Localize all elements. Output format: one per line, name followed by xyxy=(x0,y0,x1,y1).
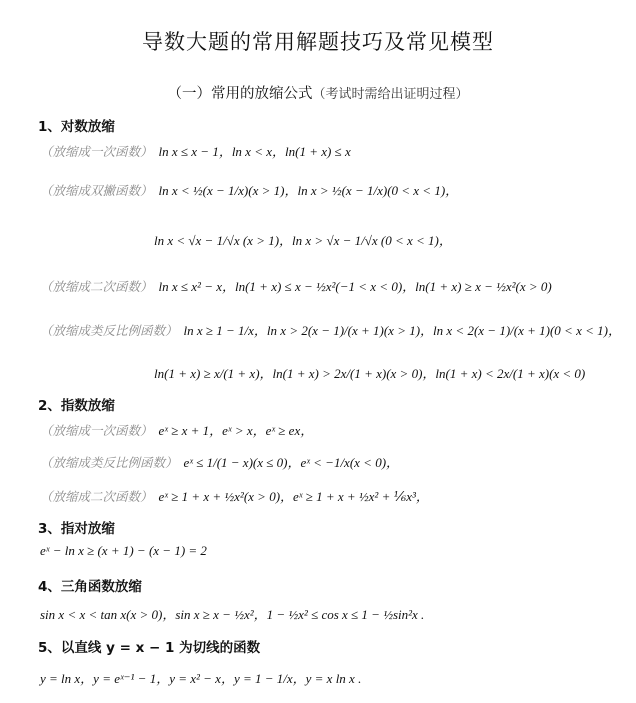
page-title: 导数大题的常用解题技巧及常见模型 xyxy=(142,30,494,54)
formula-row-trig xyxy=(40,604,424,623)
formula-text: sin x < x < tan x(x > 0)，sin x ≥ x − ½x²，1 − ½x² ≤ cos x ≤ 1 − ½sin²x . xyxy=(40,607,425,622)
row-label: （放缩成一次函数） xyxy=(40,143,153,159)
row-label: （放缩成二次函数） xyxy=(40,278,153,294)
formula-text: y = ln x，y = eˣ⁻¹ − 1，y = x² − x，y = 1 − 1/x，y = x ln x . xyxy=(40,671,362,686)
formula-text: ln x ≤ x − 1，ln x < x，ln(1 + x) ≤ x xyxy=(158,144,351,159)
row-label: （放缩成双撇函数） xyxy=(40,182,153,198)
subtitle-note: （考试时需给出证明过程） xyxy=(312,87,469,102)
formula-text: ln x < √x − 1/√x (x > 1)，ln x > √x − 1/√x (0 < x < 1)， xyxy=(154,233,452,248)
formula-text: ln(1 + x) ≥ x/(1 + x)，ln(1 + x) > 2x/(1 + x)(x > 0)，ln(1 + x) < 2x/(1 + x)(x < 0) xyxy=(154,366,586,381)
formula-row-log-reciprocal xyxy=(40,320,621,339)
section-heading-log: 1、对数放缩 xyxy=(38,119,115,135)
row-label: （放缩成二次函数） xyxy=(40,488,153,504)
section-heading-explog: 3、指对放缩 xyxy=(38,521,115,537)
formula-text: ln x ≤ x² − x，ln(1 + x) ≤ x − ½x²(−1 < x < 0)，ln(1 + x) ≥ x − ½x²(x > 0) xyxy=(158,279,552,294)
formula-text: eˣ ≤ 1/(1 − x)(x ≤ 0)，eˣ < −1/x(x < 0)， xyxy=(183,455,400,470)
section-heading-tangent: 5、以直线 y = x − 1 为切线的函数 xyxy=(38,640,261,656)
section-heading-exp: 2、指数放缩 xyxy=(38,398,115,414)
row-label: （放缩成类反比例函数） xyxy=(40,322,178,338)
row-label: （放缩成一次函数） xyxy=(40,422,153,438)
formula-row-exp-reciprocal xyxy=(40,452,399,471)
row-label: （放缩成类反比例函数） xyxy=(40,454,178,470)
formula-text: eˣ ≥ x + 1，eˣ > x，eˣ ≥ ex， xyxy=(158,423,314,438)
formula-text: ln x < ½(x − 1/x)(x > 1)，ln x > ½(x − 1/x)(0 < x < 1)， xyxy=(158,183,459,198)
section-heading-trig: 4、三角函数放缩 xyxy=(38,579,142,595)
formula-row-log-double xyxy=(40,180,458,199)
formula-row-exp-quadratic xyxy=(40,486,429,505)
formula-row-explog xyxy=(40,543,207,559)
formula-row-exp-linear xyxy=(40,420,313,439)
formula-text: eˣ ≥ 1 + x + ½x²(x > 0)，eˣ ≥ 1 + x + ½x² + ⅙x³， xyxy=(158,489,429,504)
formula-text: eˣ − ln x ≥ (x + 1) − (x − 1) = 2 xyxy=(40,543,207,558)
formula-row-log-quadratic xyxy=(40,276,552,295)
formula-row-tangent xyxy=(40,668,361,687)
formula-row-log1p xyxy=(154,363,585,382)
formula-text: ln x ≥ 1 − 1/x，ln x > 2(x − 1)/(x + 1)(x > 1)，ln x < 2(x − 1)/(x + 1)(0 < x < 1)， xyxy=(183,323,621,338)
formula-row-log-linear xyxy=(40,141,351,160)
section-subtitle xyxy=(0,82,636,103)
formula-row-log-sqrt xyxy=(154,230,452,249)
subtitle-main: （一）常用的放缩公式 xyxy=(167,86,313,102)
